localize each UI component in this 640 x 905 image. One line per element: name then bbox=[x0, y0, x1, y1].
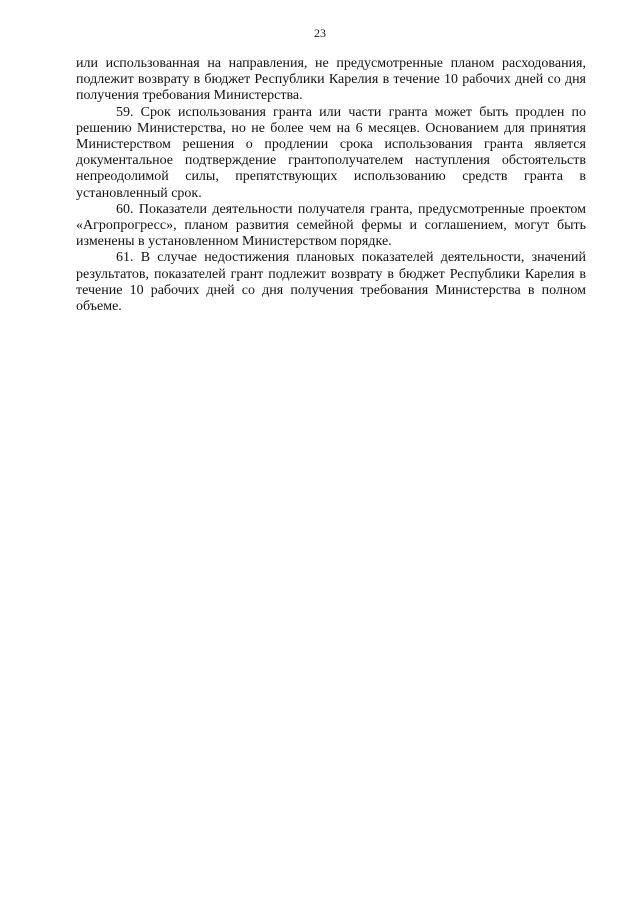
paragraph-59: 59. Срок использования гранта или части гранта может быть продлен по решению Министерства, но не более чем на 6 месяцев. Основанием для принятия Министерством решения о продлении срока использования гранта является документальное подтверждение грантополучателем наступления обстоятельств непреодолимой силы, препятствующих использованию средств гранта в установленный срок. bbox=[76, 104, 586, 201]
document-body bbox=[76, 56, 586, 315]
paragraph-continuation: или использованная на направления, не предусмотренные планом расходования, подлежит возврату в бюджет Республики Карелия в течение 10 рабочих дней со дня получения требования Министерства. bbox=[76, 56, 586, 104]
paragraph-60: 60. Показатели деятельности получателя гранта, предусмотренные проектом «Агропрогресс», планом развития семейной фермы и соглашением, могут быть изменены в установленном Министерством порядке. bbox=[76, 201, 586, 250]
page-number: 23 bbox=[314, 26, 326, 40]
paragraph-61: 61. В случае недостижения плановых показателей деятельности, значений результатов, показателей грант подлежит возврату в бюджет Республики Карелия в течение 10 рабочих дней со дня получения требования Министерства в полном объеме. bbox=[76, 250, 586, 315]
